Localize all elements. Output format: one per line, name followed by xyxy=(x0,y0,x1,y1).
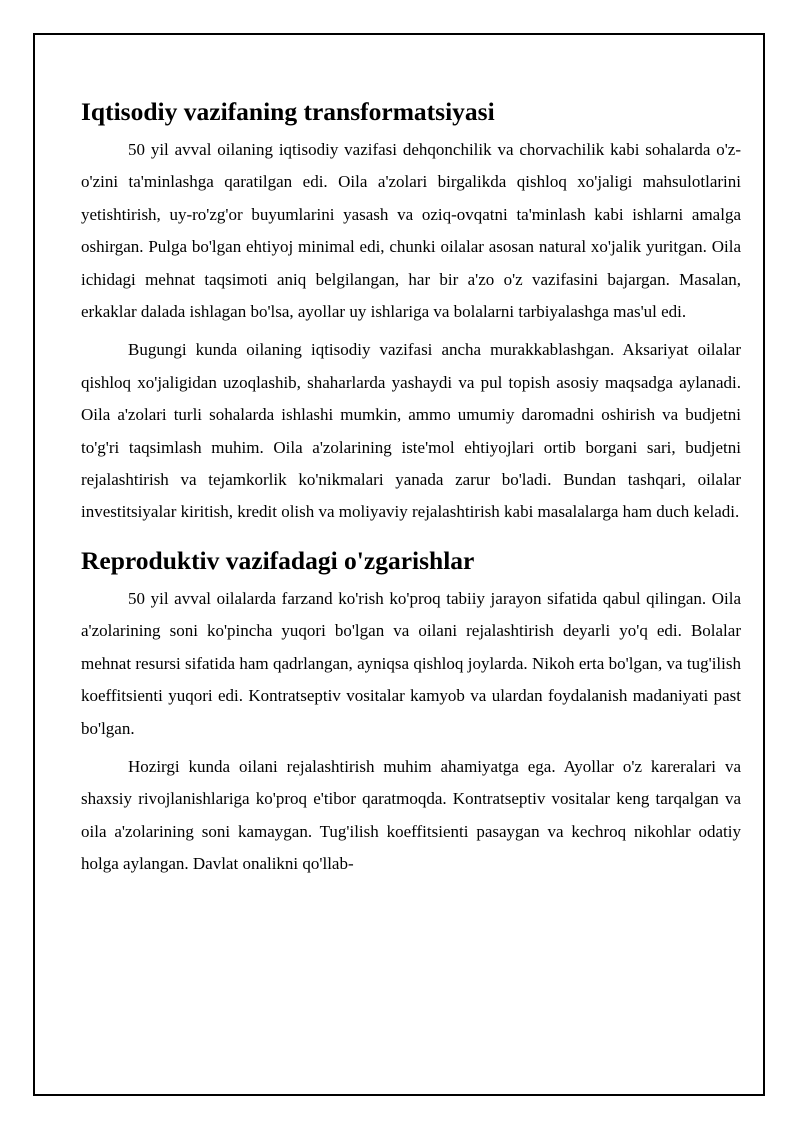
section-heading-reproductive: Reproduktiv vazifadagi o'zgarishlar xyxy=(81,545,475,575)
paragraph-reproductive-past: 50 yil avval oilalarda farzand ko'rish ko'proq tabiiy jarayon sifatida qabul qilingan. Oila a'zolarining soni ko'pincha yuqori bo'lgan va oilani rejalashtirish deyarli yo'q edi. Bolalar mehnat resursi sifatida ham qadrlangan, ayniqsa qishloq joylarda. Nikoh erta bo'lgan, va tug'ilish koeffitsienti yuqori edi. Kontratseptiv vositalar kamyob va ulardan foydalanish madaniyati past bo'lgan. xyxy=(81,588,741,738)
document-body xyxy=(81,96,741,881)
paragraph-economic-past: 50 yil avval oilaning iqtisodiy vazifasi dehqonchilik va chorvachilik kabi sohalarda o'z-o'zini ta'minlashga qaratilgan edi. Oila a'zolari birgalikda qishloq xo'jaligi mahsulotlarini yetishtirish, uy-ro'zg'or buyumlarini yasash va oziq-ovqatni ta'minlash kabi ishlarni amalga oshirgan. Pulga bo'lgan ehtiyoj minimal edi, chunki oilalar asosan natural xo'jalik yuritgan. Oila ichidagi mehnat taqsimoti aniq belgilangan, har bir a'zo o'z vazifasini bajargan. Masalan, erkaklar dalada ishlagan bo'lsa, ayollar uy ishlariga va bolalarni tarbiyalashga mas'ul edi. xyxy=(81,140,741,322)
section-heading-economic: Iqtisodiy vazifaning transformatsiyasi xyxy=(81,97,495,126)
paragraph-economic-present: Bugungi kunda oilaning iqtisodiy vazifasi ancha murakkablashgan. Aksariyat oilalar qishloq xo'jaligidan uzoqlashib, shaharlarda yashaydi va pul topish asosiy maqsadga aylanadi. Oila a'zolari turli sohalarda ishlashi mumkin, ammo umumiy daromadni oshirish va budjetni to'g'ri taqsimlash muhim. Oila a'zolarining iste'mol ehtiyojlari ortib borgani sari, budjetni rejalashtirish va tejamkorlik ko'nikmalari yanada zarur bo'ladi. Bundan tashqari, oilalar investitsiyalar kiritish, kredit olish va moliyaviy rejalashtirish kabi masalalarga ham duch keladi. xyxy=(81,340,741,522)
paragraph-reproductive-present: Hozirgi kunda oilani rejalashtirish muhim ahamiyatga ega. Ayollar o'z kareralari va shaxsiy rivojlanishlariga ko'proq e'tibor qaratmoqda. Kontratseptiv vositalar keng tarqalgan va oila a'zolarining soni kamaygan. Tug'ilish koeffitsienti pasaygan va kechroq nikohlar odatiy holga aylangan. Davlat onalikni qo'llab- xyxy=(81,756,741,874)
